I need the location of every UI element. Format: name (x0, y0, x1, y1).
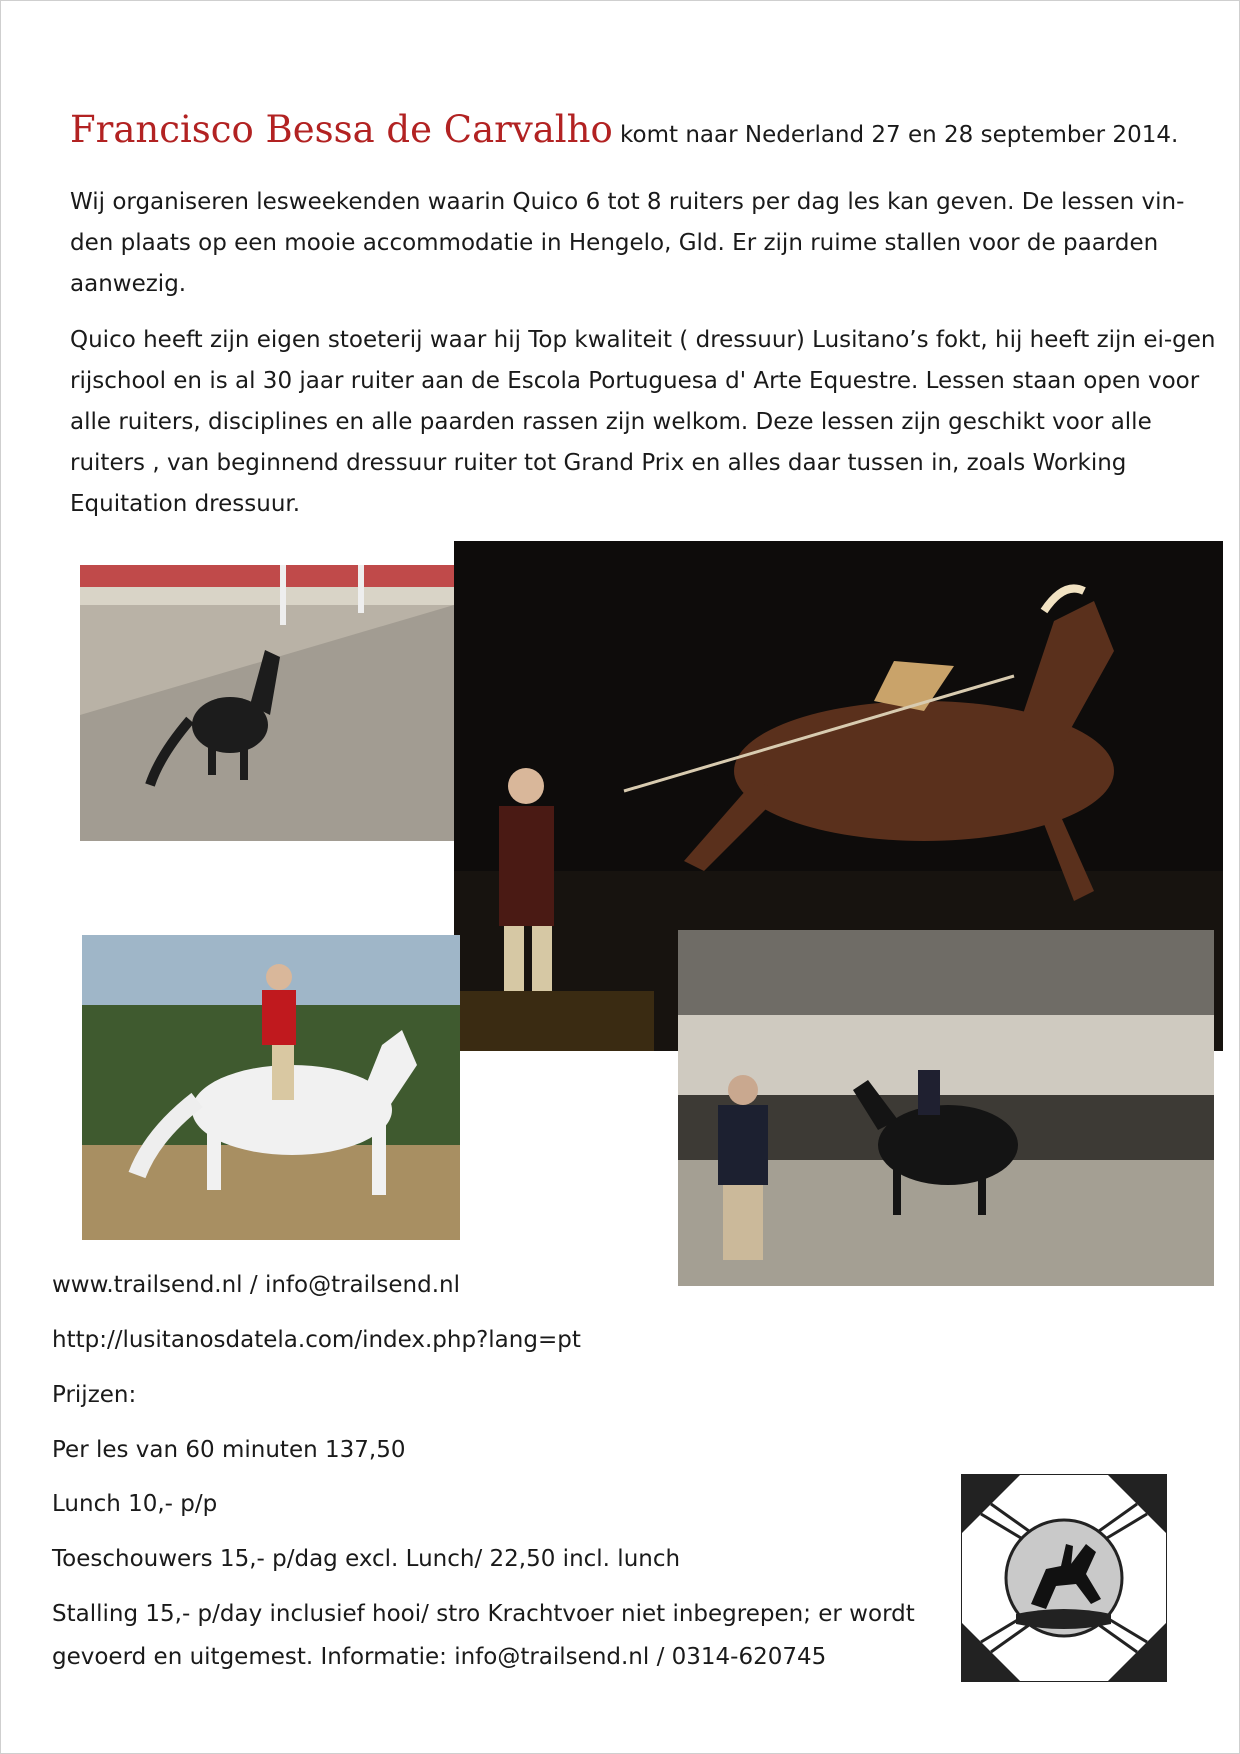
price-spectators: Toeschouwers 15,- p/dag excl. Lunch/ 22,50 incl. lunch (52, 1546, 681, 1572)
intro-paragraph-2: Quico heeft zijn eigen stoeterij waar hij Top kwaliteit ( dressuur) Lusitano’s fokt, hij heeft zijn ei-gen rijschool en is al 30 jaar ruiter aan de Escola Portuguesa d' Arte Equestre. Lessen staan open voor alle ruiters, disciplines en alle paarden rassen zijn welkom. Deze lessen zijn geschikt voor alle ruiters , van beginnend dressuur ruiter tot Grand Prix en alles daar tussen in, zoals Working Equitation dressuur. (70, 327, 1216, 517)
contact-links[interactable]: www.trailsend.nl / info@trailsend.nl (52, 1272, 461, 1298)
page-heading (70, 108, 1210, 151)
intro-paragraph-1: Wij organiseren lesweekenden waarin Quico 6 tot 8 ruiters per dag les kan geven. De lessen vin-den plaats op een mooie accommodatie in Hengelo, Gld. Er zijn ruime stallen voor de paarden aanwezig. (70, 189, 1185, 297)
price-lunch: Lunch 10,- p/p (52, 1491, 218, 1517)
photo-horse-rearing (80, 565, 454, 841)
page-subtitle: komt naar Nederland 27 en 28 september 2014. (612, 122, 1179, 148)
stalling-line-2: gevoerd en uitgemest. Informatie: info@trailsend.nl / 0314-620745 (52, 1644, 827, 1670)
price-lesson: Per les van 60 minuten 137,50 (52, 1437, 406, 1463)
photo-white-horse (82, 935, 460, 1240)
stalling-line-1: Stalling 15,- p/day inclusief hooi/ stro Krachtvoer niet inbegrepen; er wordt (52, 1601, 915, 1627)
trailsend-logo (961, 1474, 1167, 1682)
prices-heading: Prijzen: (52, 1382, 137, 1408)
website-url[interactable]: http://lusitanosdatela.com/index.php?lang=pt (52, 1327, 581, 1353)
page-title: Francisco Bessa de Carvalho (70, 108, 613, 151)
photo-indoor-arena (678, 930, 1214, 1286)
